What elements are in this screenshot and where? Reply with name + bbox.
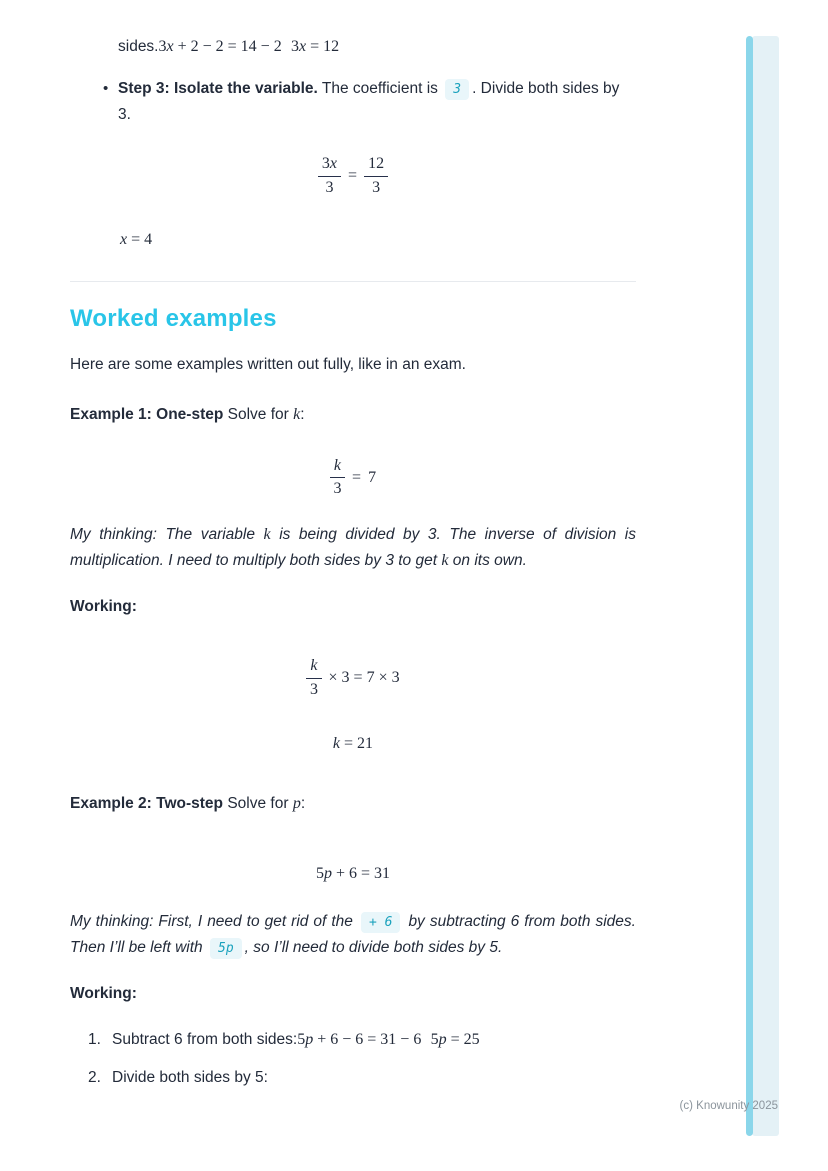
step3-list-item [70,76,636,128]
right-hand-side: 7 [368,468,377,486]
example2-title-bold: Example 2: Two-step [70,794,224,812]
equation-divide-both-sides [70,154,636,199]
5p-badge: 5p [210,938,242,959]
thinking-text: on its own. [452,552,527,570]
step3-text [118,76,636,128]
fraction-numerator: 12 [364,154,388,177]
bullet-icon: • [103,80,109,97]
step-text: Subtract 6 from both sides: [112,1030,298,1048]
thinking-text: by subtracting 6 from both sides. Then I’ll be left with [70,912,636,956]
continuation-line [70,34,636,60]
example2-thinking [70,909,636,961]
plus-6-badge: + 6 [361,912,400,933]
equation-x-equals-4: x = 4 [120,230,153,248]
scrollbar-thumb[interactable] [746,36,753,1136]
equation-text: 5p + 6 = 31 [315,864,391,882]
fraction-denominator: 3 [325,178,334,196]
continuation-text: sides. [118,38,159,55]
thinking-text: My thinking: The variable [70,526,255,544]
fraction-denominator: 3 [372,178,381,196]
working-steps-list [70,1027,636,1091]
example1-colon: : [300,405,305,423]
fraction-numerator: k [306,656,321,679]
list-item-text [100,1065,636,1091]
example2-colon: : [300,794,306,812]
equals-sign: = [348,167,358,185]
document-content [70,34,636,1091]
thinking-variable: k [441,552,449,570]
equation-multiply-both-sides [70,656,636,701]
inline-math-result: 5p = 25 [430,1030,480,1048]
equation-k-equals-21 [70,731,636,757]
section-heading: Worked examples [70,304,277,332]
fraction-denominator: 3 [309,680,318,698]
step3-after-badge: . Divide both sides by 3. [118,80,620,123]
list-number: 2. [88,1068,101,1086]
example1-title [70,402,636,428]
example2-title [70,791,636,817]
equation-text: k = 21 [332,734,374,752]
fraction-left [318,154,341,199]
thinking-variable: k [263,526,271,544]
working-label-example1: Working: [70,598,137,616]
fraction-numerator: k [330,456,345,479]
example1-title-rest: Solve for [227,405,289,423]
scrollbar-track[interactable] [752,36,779,1136]
thinking-text: , so I’ll need to divide both sides by 5. [244,938,503,956]
fraction-right [364,154,388,199]
equation-k-over-3-equals-7 [70,456,636,501]
coefficient-badge: 3 [445,79,469,100]
list-item [70,1027,636,1053]
fraction [306,656,321,701]
working-label-example2: Working: [70,984,137,1002]
fraction-numerator: 3x [318,154,341,177]
step-text: Divide both sides by 5: [112,1068,268,1086]
fraction [330,456,345,501]
list-number: 1. [88,1030,101,1048]
equation-5p-plus-6 [70,861,636,887]
example2-variable: p [292,794,301,812]
step3-before-badge: The coefficient is [321,80,438,97]
fraction-denominator: 3 [333,480,342,498]
list-item-text [100,1027,636,1053]
thinking-text: My thinking: First, I need to get rid of the [70,912,353,930]
inline-math-result: 3x = 12 [291,38,340,55]
section-intro: Here are some examples written out fully, like in an exam. [70,355,466,373]
example1-variable: k [293,405,301,423]
list-item [70,1065,636,1091]
example1-title-bold: Example 1: One-step [70,405,224,423]
equation-rest: × 3 = 7 × 3 [328,669,400,687]
inline-math-subtract: 5p + 6 − 6 = 31 − 6 [297,1030,422,1048]
example1-thinking [70,522,636,574]
section-divider [70,281,636,282]
step3-bold-label: Step 3: Isolate the variable. [118,80,318,97]
inline-math-subtract: 3x + 2 − 2 = 14 − 2 [158,38,282,55]
thinking-text: is being divided by 3. The inverse of division is multiplication. I need to multiply both sides by 3 to get [70,526,637,570]
example2-title-rest: Solve for [227,794,289,812]
equals-sign: = [352,468,362,486]
watermark: (c) Knowunity 2025 [679,1100,778,1112]
